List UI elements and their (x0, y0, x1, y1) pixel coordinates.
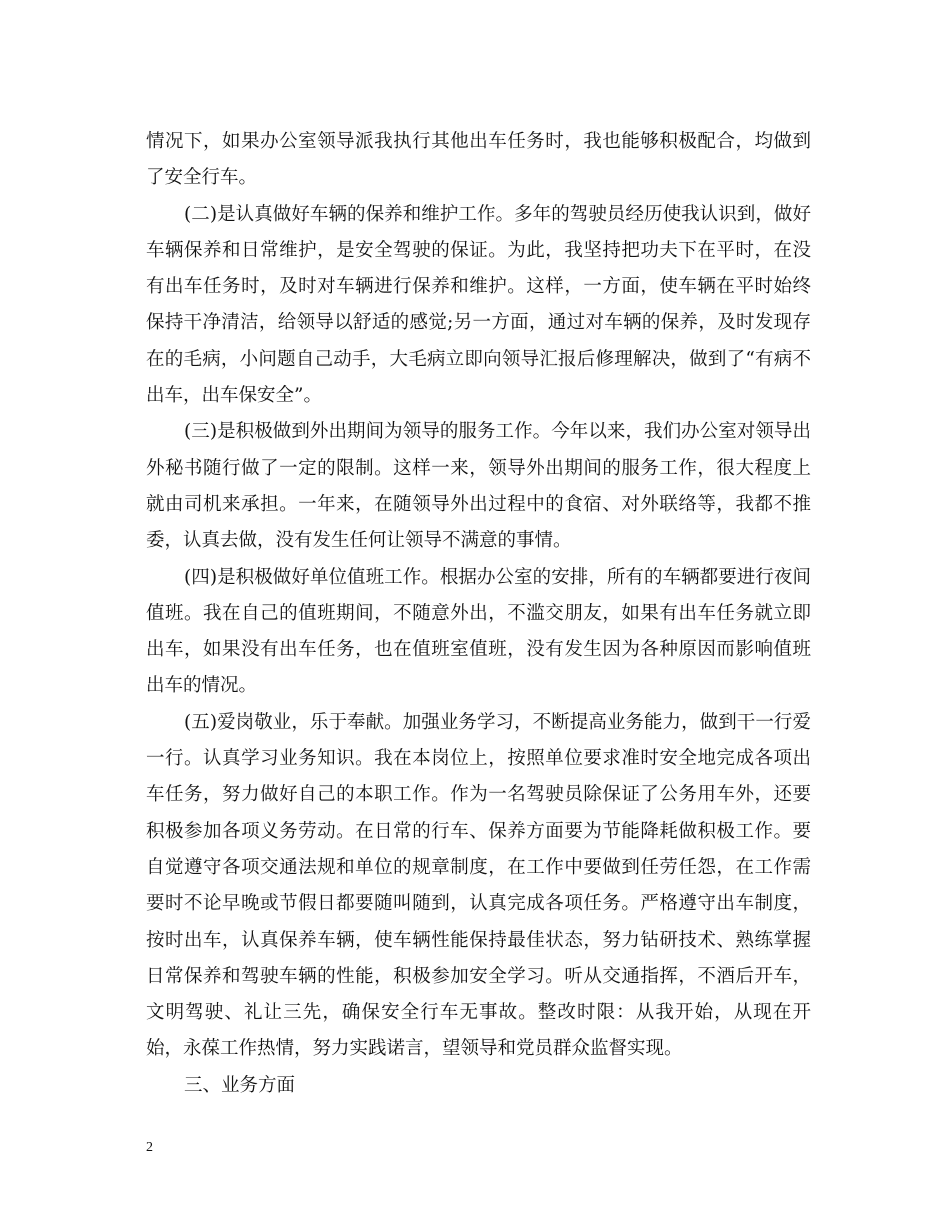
page-number: 2 (146, 1140, 153, 1155)
paragraph-travel-service: (三)是积极做到外出期间为领导的服务工作。今年以来，我们办公室对领导出外秘书随行做了一定的限制。这样一来，领导外出期间的服务工作，很大程度上就由司机来承担。一年来，在随领导外出过程中的食宿、对外联络等，我都不推委，认真去做，没有发生任何让领导不满意的事情。 (146, 421, 811, 552)
paragraph-vehicle-maintenance: (二)是认真做好车辆的保养和维护工作。多年的驾驶员经历使我认识到，做好车辆保养和日常维护，是安全驾驶的保证。为此，我坚持把功夫下在平时，在没有出车任务时，及时对车辆进行保养和维护。这样，一方面，使车辆在平时始终保持干净清洁，给领导以舒适的感觉;另一方面，通过对车辆的保养，及时发现存在的毛病，小问题自己动手，大毛病立即向领导汇报后修理解决，做到了“有病不出车，出车保安全”。 (146, 203, 811, 407)
paragraph-duty-shift: (四)是积极做好单位值班工作。根据办公室的安排，所有的车辆都要进行夜间值班。我在自己的值班期间，不随意外出，不滥交朋友，如果有出车任务就立即出车，如果没有出车任务，也在值班室值班，没有发生因为各种原因而影响值班出车的情况。 (146, 566, 811, 697)
section-heading-business: 三、业务方面 (184, 1074, 296, 1096)
paragraph-continuation: 情况下，如果办公室领导派我执行其他出车任务时，我也能够积极配合，均做到了安全行车。 (146, 131, 811, 189)
body-text (146, 124, 811, 1104)
paragraph-dedication: (五)爱岗敬业，乐于奉献。加强业务学习，不断提高业务能力，做到干一行爱一行。认真学习业务知识。我在本岗位上，按照单位要求准时安全地完成各项出车任务，努力做好自己的本职工作。作为一名驾驶员除保证了公务用车外，还要积极参加各项义务劳动。在日常的行车、保养方面要为节能降耗做积极工作。要自觉遵守各项交通法规和单位的规章制度，在工作中要做到任劳任怨，在工作需要时不论早晚或节假日都要随叫随到，认真完成各项任务。严格遵守出车制度，按时出车，认真保养车辆，使车辆性能保持最佳状态，努力钻研技术、熟练掌握日常保养和驾驶车辆的性能，积极参加安全学习。听从交通指挥，不酒后开车，文明驾驶、礼让三先，确保安全行车无事故。整改时限：从我开始，从现在开始，永葆工作热情，努力实践诺言，望领导和党员群众监督实现。 (146, 711, 811, 1060)
